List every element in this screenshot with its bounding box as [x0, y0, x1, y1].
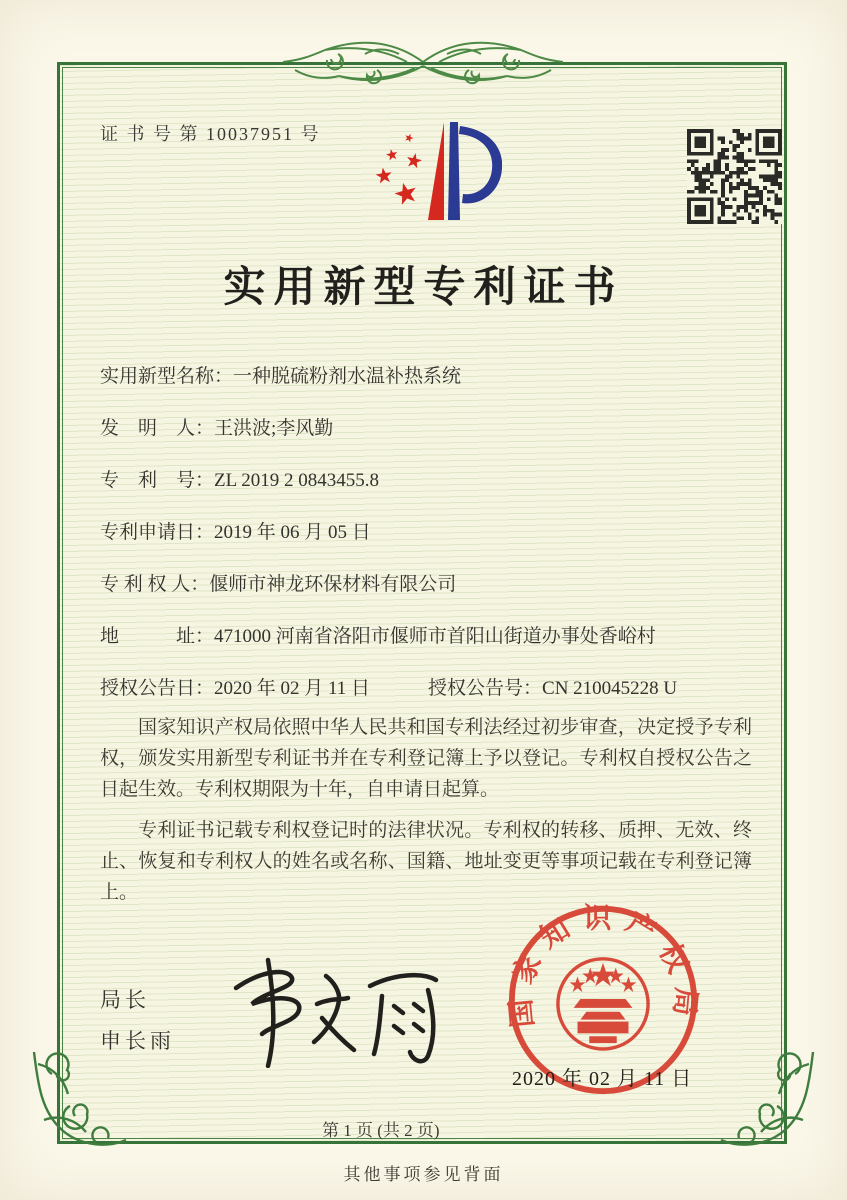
legal-paragraph-1: 国家知识产权局依照中华人民共和国专利法经过初步审查，决定授予专利权，颁发实用新型专利证书并在专利登记簿上予以登记。专利权自授权公告之日起生效。专利权期限为十年，自申请日起算。 — [100, 717, 752, 800]
field-row-patent-number — [100, 468, 379, 494]
back-side-note: 其他事项参见背面 — [343, 1165, 504, 1184]
field-value: 2020 年 02 月 11 日 — [214, 678, 371, 699]
certificate-title: 实用新型专利证书 — [223, 265, 624, 311]
seal-date: 2020 年 02 月 11 日 — [512, 1068, 693, 1090]
field-value: 471000 河南省洛阳市偃师市首阳山街道办事处香峪村 — [214, 626, 656, 647]
top-ornament-icon — [281, 30, 565, 94]
field-row-patentee — [100, 572, 456, 598]
officer-name: 申长雨 — [100, 1029, 175, 1053]
seal-text: 国家知识产权局 — [505, 903, 701, 1029]
cnipa-logo-icon — [362, 112, 502, 232]
field-row-utility-name — [100, 364, 461, 390]
officer-title: 局长 — [100, 988, 150, 1012]
certificate-number: 证 书 号 第 10037951 号 — [100, 124, 321, 144]
field-value: 一种脱硫粉剂水温补热系统 — [233, 366, 462, 387]
field-label: 地 址： — [100, 626, 215, 647]
national-emblem-icon — [558, 959, 648, 1049]
field-value: 偃师市神龙环保材料有限公司 — [209, 574, 457, 595]
field-label: 专 利 号： — [100, 470, 215, 491]
field-row-filing-date — [100, 520, 371, 546]
legal-paragraph-2: 专利证书记载专利权登记时的法律状况。专利权的转移、质押、无效、终止、恢复和专利权人的姓名或名称、国籍、地址变更等事项记载在专利登记簿上。 — [100, 820, 752, 903]
page-number: 第 1 页 (共 2 页) — [322, 1121, 440, 1140]
field-row-grant-number — [428, 676, 677, 702]
field-label: 专 利 权 人： — [100, 574, 210, 595]
field-label: 授权公告号： — [428, 678, 543, 699]
field-row-address — [100, 624, 656, 650]
legal-text — [100, 712, 752, 918]
field-row-inventor — [100, 416, 333, 442]
field-value: CN 210045228 U — [542, 678, 678, 699]
field-label: 专利申请日： — [100, 522, 215, 543]
bottom-right-flourish-icon — [717, 1048, 821, 1152]
field-value: ZL 2019 2 0843455.8 — [214, 470, 380, 491]
field-label: 授权公告日： — [100, 678, 215, 699]
commissioner-signature — [222, 948, 442, 1068]
bottom-left-flourish-icon — [26, 1048, 130, 1152]
qr-code — [687, 129, 782, 224]
field-label: 实用新型名称： — [100, 366, 234, 387]
field-label: 发 明 人： — [100, 418, 215, 439]
field-row-grant-date — [100, 676, 370, 702]
field-value: 王洪波;李风勤 — [214, 418, 334, 439]
field-value: 2019 年 06 月 05 日 — [214, 522, 371, 543]
